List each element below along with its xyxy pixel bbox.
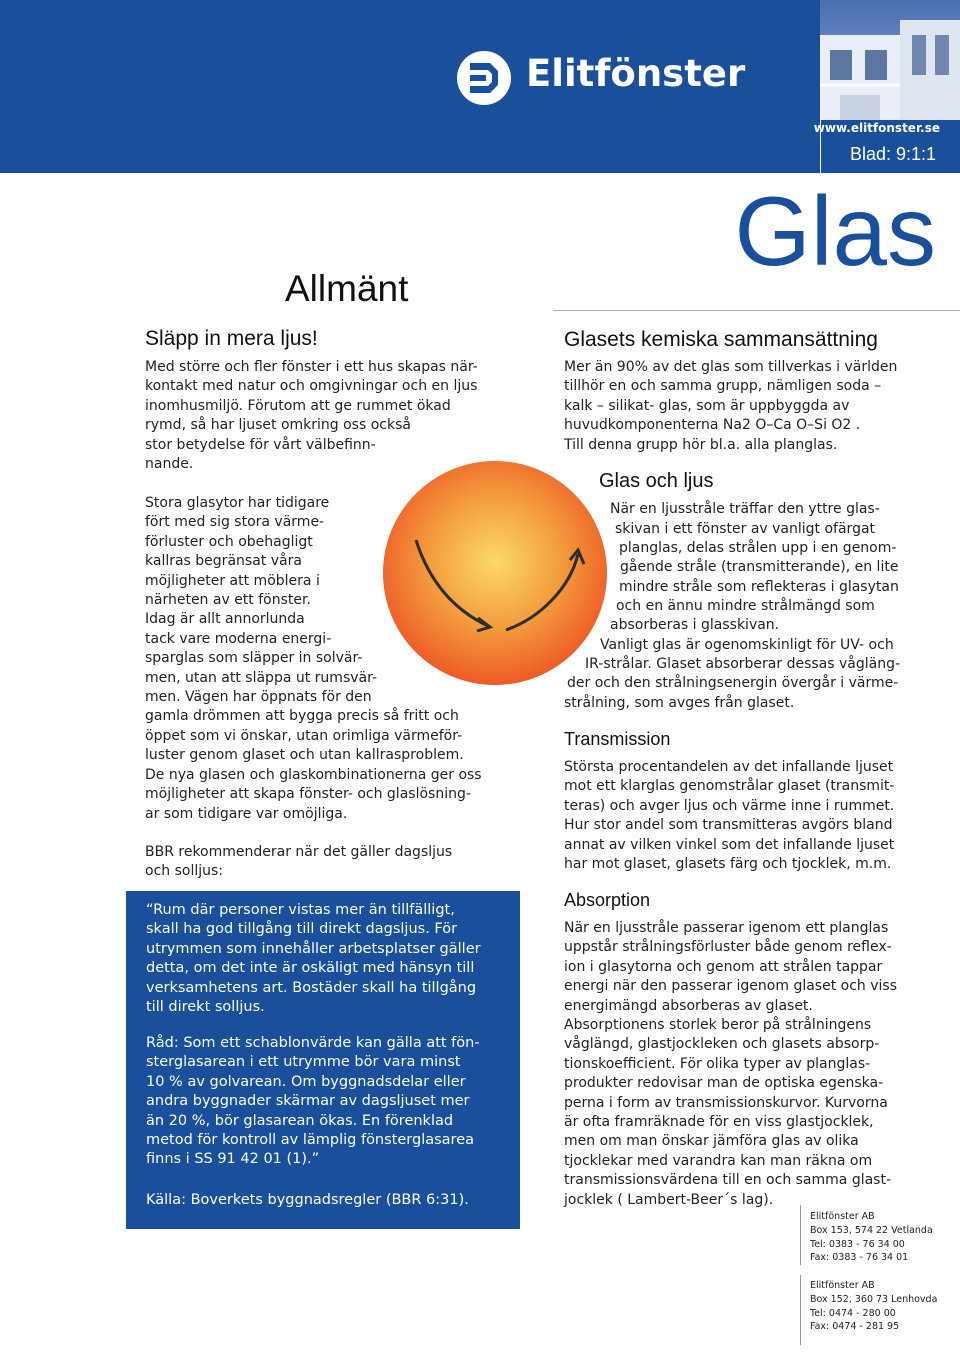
intro-paragraph: Med större och fler fönster i ett hus skapas när- kontakt med natur och omgivningar och en ljus inomhusmiljö. Förutom att ge rummet ökad rymd, så har ljuset omkring oss också stor betydelse för vårt välbefinn- nande.: [145, 359, 478, 473]
glass-history-paragraph: Stora glasytor har tidigare fört med sig stora värme- förluster och obehagligt kallras begränsat våra möjligheter att möblera i närheten av ett fönster. Idag är allt annorlunda tack vare moderna energi- sparglas som släpper in solvär- men, utan att släppa ut rumsvär- men. Vägen har öppnats för den gamla drömmen att bygga precis så fritt och öppet som vi önskar, utan orimliga värmeför- luster genom glaset och utan kallrasproblem. De nya glasen och glaskombinationerna ger oss möjligheter att skapa fönster- och glaslösning- ar som tidigare var omöjliga.: [145, 495, 482, 822]
transmission-paragraph: Största procentandelen av det infallande ljuset mot ett klarglas genomstrålar glaset (transmit- teras) och avger ljus och värme inne i rummet. Hur stor andel som transmitteras avgörs bland annat av vilken vinkel som det infallande ljuset har mot glaset, glasets färg och tjocklek, m.m.: [564, 759, 895, 873]
light-line: mindre stråle som reflekteras i glasytan: [619, 579, 899, 595]
light-line: absorberas i glasskivan.: [610, 617, 780, 633]
left-heading: Släpp in mera ljus!: [145, 327, 318, 350]
section-title: Allmänt: [285, 268, 409, 309]
bbr-quote: “Rum där personer vistas mer än tillfälligt, skall ha god tillgång till direkt dagsljus. För utrymmen som innehåller arbetsplatser gäller detta, om det inte är oskäligt med hänsyn till verksamhetens art. Bostäder skall ha tillgång till direkt solljus.: [146, 902, 481, 1016]
light-line: När en ljusstråle träffar den yttre glas-: [610, 501, 880, 517]
light-line: IR-strålar. Glaset absorberar dessas vågläng-: [585, 656, 901, 672]
chem-heading: Glasets kemiska sammansättning: [564, 328, 878, 351]
light-line: skivan i ett fönster av vanligt ofärgat: [615, 521, 876, 537]
light-line: gående stråle (transmitterande), en lite: [620, 559, 899, 575]
transmission-heading: Transmission: [564, 729, 671, 749]
light-line: der och den strålningsenergin övergår i värme-: [567, 675, 899, 691]
brand-name: Elitfönster: [526, 52, 746, 95]
brand-logo-icon: [456, 50, 512, 106]
light-line: strålning, som avges från glaset.: [564, 695, 795, 711]
bbr-source: Källa: Boverkets byggnadsregler (BBR 6:31).: [146, 1192, 469, 1208]
sheet-number: Blad: 9:1:1: [849, 144, 936, 164]
chem-paragraph: Mer än 90% av det glas som tillverkas i världen tillhör en och samma grupp, nämligen soda – kalk – silikat- glas, som är uppbyggda av huvudkomponenterna Na2 O–Ca O–Si O2 . Till denna grupp hör bl.a. alla planglas.: [564, 359, 898, 453]
contact-rule: [800, 1275, 801, 1345]
bbr-intro: BBR rekommenderar när det gäller dagsljus och solljus:: [145, 844, 453, 880]
light-heading: Glas och ljus: [599, 470, 714, 492]
light-line: Vanligt glas är ogenomskinligt för UV- och: [600, 637, 894, 653]
contact-lenhovda: Elitfönster AB Box 152, 360 73 Lenhovda Tel: 0474 - 280 00 Fax: 0474 - 281 95: [810, 1280, 938, 1333]
absorption-paragraph: När en ljusstråle passerar igenom ett planglas uppstår strålningsförluster både genom reflex- ion i glasytorna och genom att strålen tappar energi när den passerar igenom glaset och viss energimängd absorberas av glaset. Absorptionens storlek beror på strålningens våglängd, glastjockleken och glasets absorp- tionskoefficient. För olika typer av planglas- produkter redovisar man de optiska egenska- perna i form av transmissionskurvor. Kurvorna är ofta framräknade för en viss glastjocklek, men om man önskar jämföra glas av olika tjocklekar med varandra kan man räkna om transmissionsvärdena till en och samma glast- jocklek ( Lambert-Beer´s lag).: [564, 920, 897, 1208]
bbr-advice: Råd: Som ett schablonvärde kan gälla att fön- sterglasarean i ett utrymme bör vara minst 10 % av golvarean. Om byggnadsdelar eller andra byggnader skärmar av dagsljuset mer än 20 %, bör glasarean ökas. En förenklad metod för kontroll av lämplig fönsterglasarea finns i SS 91 42 01 (1).”: [146, 1035, 480, 1168]
page-title: Glas: [734, 176, 936, 286]
absorption-heading: Absorption: [564, 890, 651, 910]
light-line: och en ännu mindre strålmängd som: [616, 598, 875, 614]
title-rule: [553, 310, 960, 311]
light-line: planglas, delas strålen upp i en genom-: [619, 540, 897, 556]
contact-rule: [800, 1205, 801, 1265]
contact-vetlanda: Elitfönster AB Box 153, 574 22 Vetlanda Tel: 0383 - 76 34 00 Fax: 0383 - 76 34 01: [810, 1211, 933, 1264]
house-photo: [820, 0, 960, 120]
website-link[interactable]: www.elitfonster.se: [813, 121, 940, 135]
bbr-quote-box: [126, 891, 520, 1229]
